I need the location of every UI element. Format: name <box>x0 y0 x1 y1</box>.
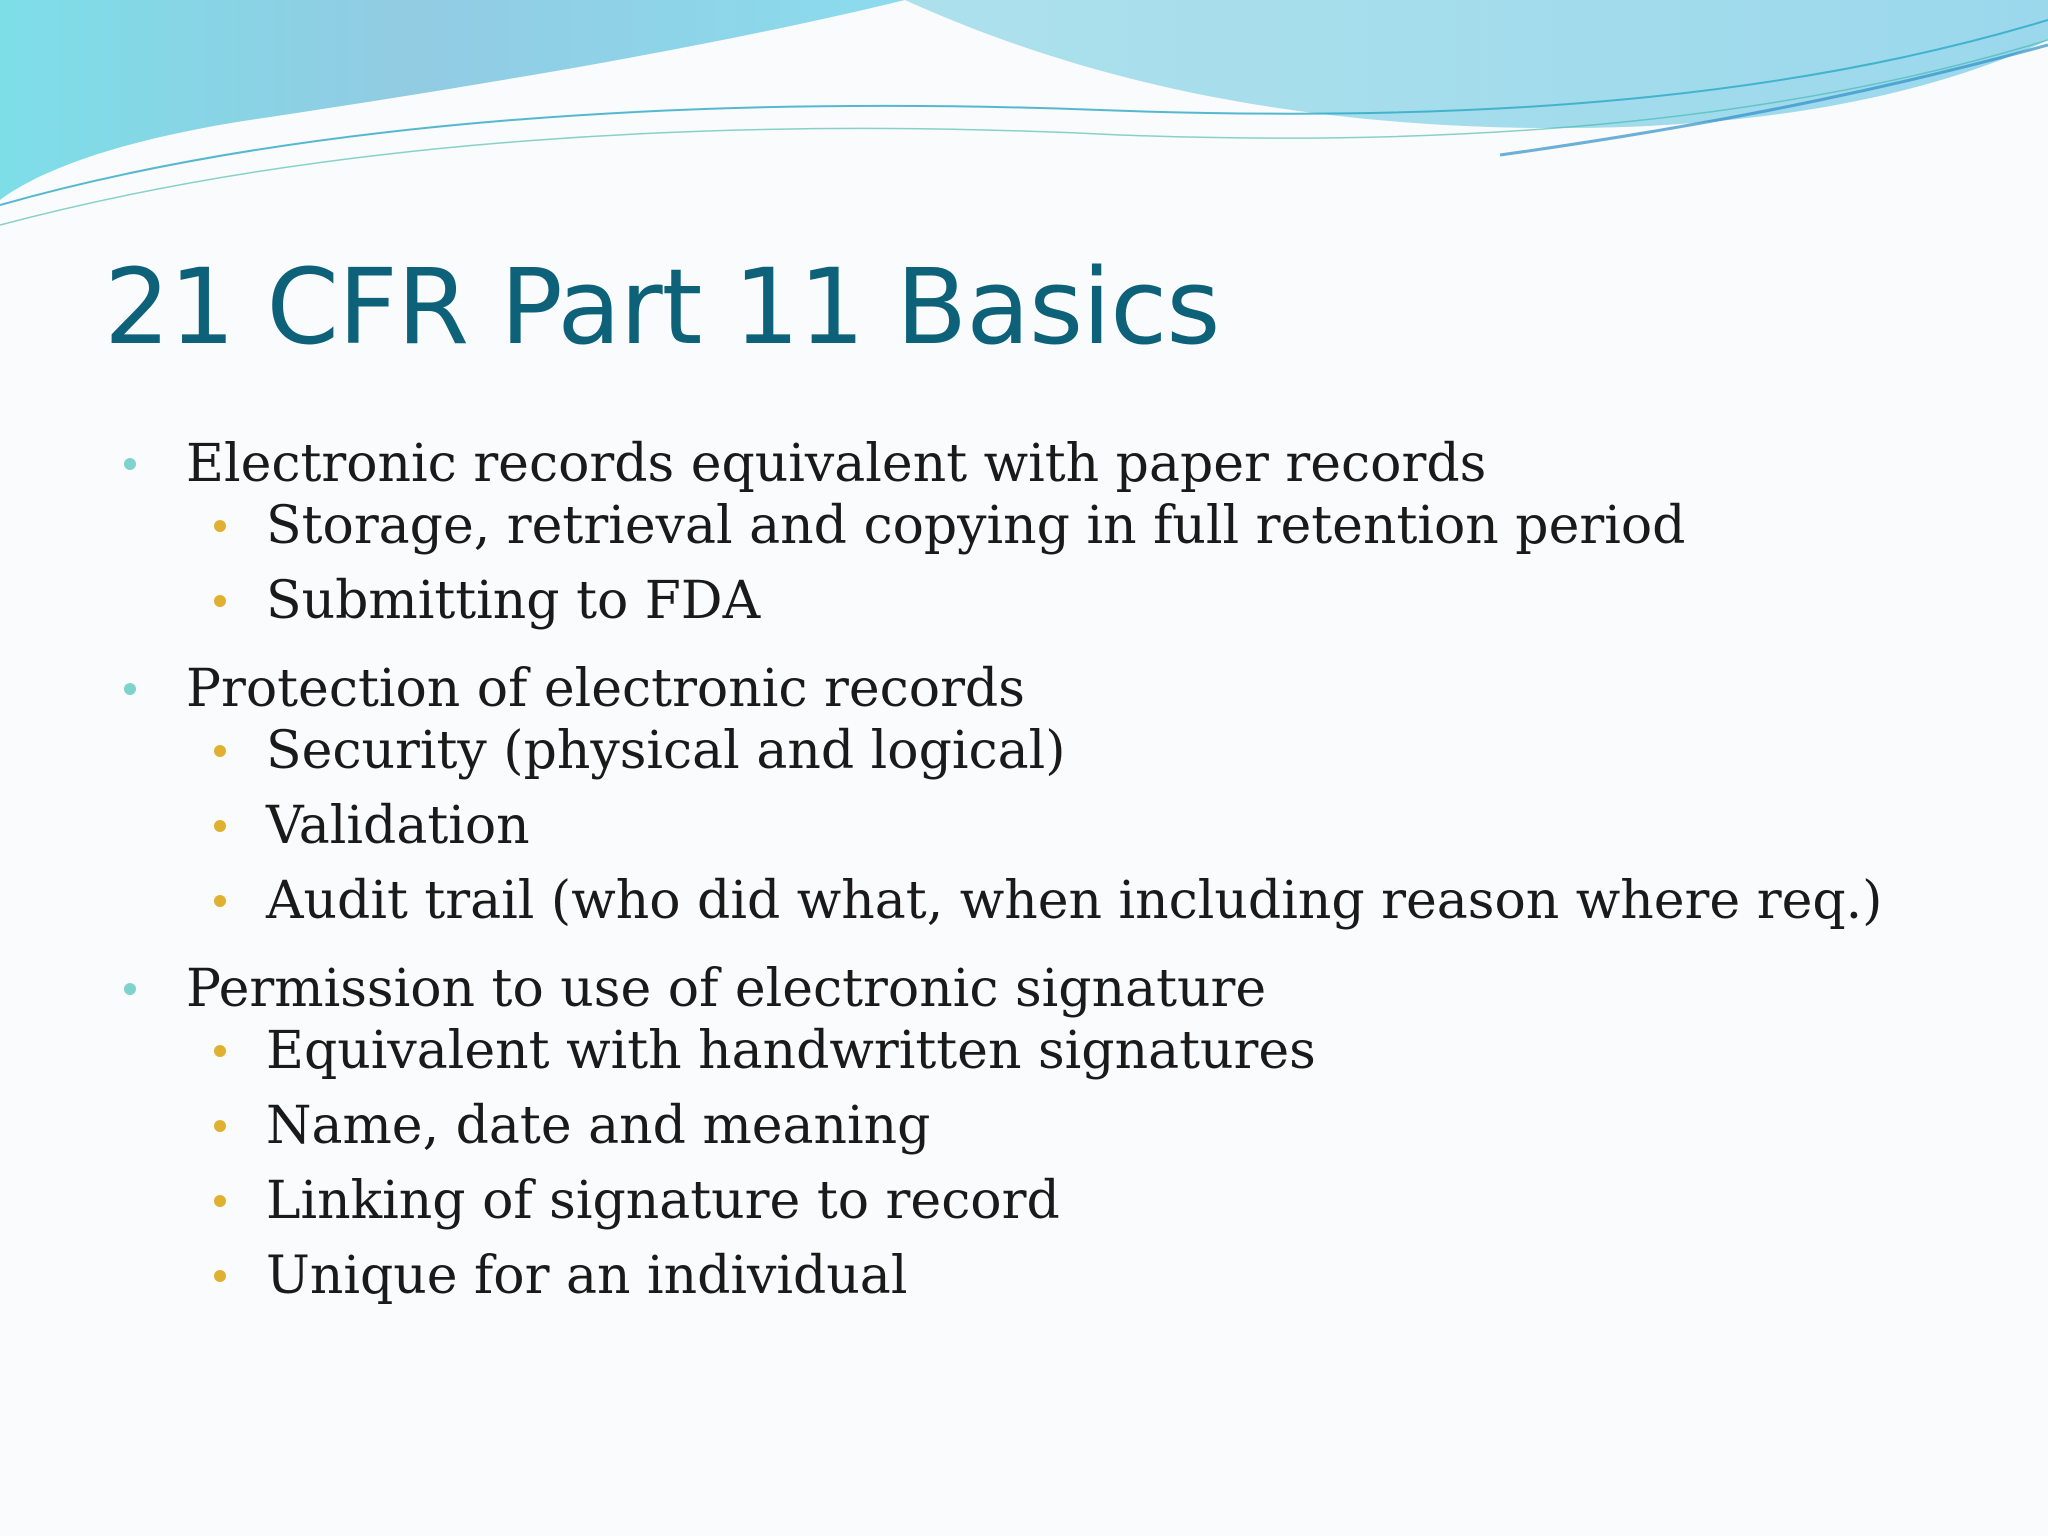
bullet-group-electronic-records <box>118 432 1998 639</box>
sub-bullet-text: Linking of signature to record <box>266 1171 1060 1231</box>
sub-bullet-item <box>118 721 1998 781</box>
sub-bullet-item <box>118 864 1998 939</box>
bullet-list <box>118 432 1998 1332</box>
bullet-text: Protection of electronic records <box>186 659 1025 719</box>
sub-bullet-dot-icon <box>214 1045 226 1057</box>
sub-bullet-text: Unique for an individual <box>266 1246 908 1306</box>
sub-bullet-dot-icon <box>214 1195 226 1207</box>
sub-bullet-item <box>118 496 1998 556</box>
sub-bullet-item <box>118 1239 1998 1314</box>
slide-title: 21 CFR Part 11 Basics <box>104 246 1220 368</box>
header-wave-decoration <box>0 0 2048 240</box>
sub-bullet-dot-icon <box>214 1270 226 1282</box>
sub-bullet-text: Security (physical and logical) <box>266 721 1066 781</box>
bullet-text: Permission to use of electronic signature <box>186 959 1267 1019</box>
bullet-text: Electronic records equivalent with paper records <box>186 434 1487 494</box>
sub-bullet-item <box>118 1021 1998 1081</box>
sub-bullet-dot-icon <box>214 895 226 907</box>
bullet-dot-icon <box>124 458 136 470</box>
sub-bullet-item <box>118 1089 1998 1164</box>
sub-bullet-dot-icon <box>214 595 226 607</box>
sub-bullet-text: Validation <box>266 796 530 856</box>
bullet-item <box>118 957 1998 1021</box>
sub-bullet-item <box>118 564 1998 639</box>
sub-bullet-dot-icon <box>214 1120 226 1132</box>
sub-bullet-text: Submitting to FDA <box>266 571 761 631</box>
sub-bullet-text: Name, date and meaning <box>266 1096 931 1156</box>
sub-bullet-dot-icon <box>214 820 226 832</box>
sub-bullet-dot-icon <box>214 520 226 532</box>
sub-bullet-text: Equivalent with handwritten signatures <box>266 1021 1316 1081</box>
bullet-item <box>118 432 1998 496</box>
sub-bullet-text: Storage, retrieval and copying in full retention period <box>266 496 1686 556</box>
bullet-dot-icon <box>124 983 136 995</box>
sub-bullet-item <box>118 1164 1998 1239</box>
bullet-group-protection <box>118 657 1998 939</box>
bullet-group-signature <box>118 957 1998 1314</box>
sub-bullet-item <box>118 789 1998 864</box>
sub-bullet-text: Audit trail (who did what, when including reason where req.) <box>266 871 1883 931</box>
sub-bullet-dot-icon <box>214 745 226 757</box>
bullet-dot-icon <box>124 683 136 695</box>
bullet-item <box>118 657 1998 721</box>
wave-left-sweep <box>0 0 905 200</box>
